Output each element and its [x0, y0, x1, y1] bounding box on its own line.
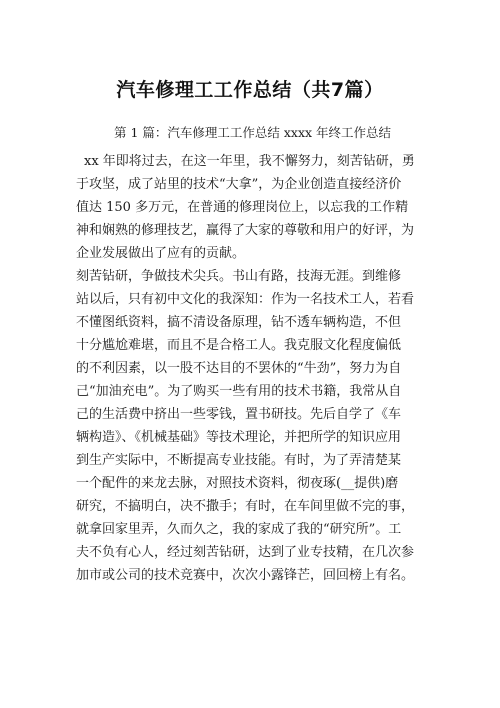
body-line: 站以后，只有初中文化的我深知：作为一名技术工人，若看 [76, 292, 415, 307]
body-line: 一个配件的来龙去脉，对照技术资料，彻夜琢(__提供)磨 [76, 476, 399, 491]
document-title: 汽车修理工工作总结（共7篇） [116, 79, 384, 101]
body-line: 神和娴熟的修理技艺，赢得了大家的尊敬和用户的好评，为 [76, 223, 415, 238]
body-line: 十分尴尬难堪，而且不是合格工人。我克服文化程度偏低 [76, 338, 402, 353]
body-line: 辆构造》、《机械基础》等技术理论，并把所学的知识应用 [76, 430, 402, 445]
body-line: 刻苦钻研，争做技术尖兵。书山有路，技海无涯。到维修 [76, 269, 402, 284]
body-line: 的不利因素，以一股不达目的不罢休的“牛劲”，努力为自 [76, 361, 402, 376]
body-line: 夫不负有心人，经过刻苦钻研，达到了业专技精，在几次参 [76, 545, 415, 560]
body-line: 到生产实际中，不断提高专业技能。有时，为了弄清楚某 [76, 453, 402, 468]
body-line: 研究，不搞明白，决不撒手；有时，在车间里做不完的事， [76, 499, 415, 514]
body-line: 企业发展做出了应有的贡献。 [76, 246, 246, 261]
body-line: 加市或公司的技术竞赛中，次次小露锋芒，回回榜上有名。 [76, 568, 415, 583]
body-line: 就拿回家里弄，久而久之，我的家成了我的“研究所”。工 [76, 522, 402, 537]
body-line: 于攻坚，成了站里的技术“大拿”，为企业创造直接经济价 [76, 177, 402, 192]
body-line: 己的生活费中挤出一些零钱，置书研技。先后自学了《车 [76, 407, 402, 422]
body-line: 不懂图纸资料，搞不清设备原理，钻不透车辆构造，不但 [76, 315, 402, 330]
body-line: 己“加油充电”。为了购买一些有用的技术书籍，我常从自 [76, 384, 402, 399]
body-line: xx 年即将过去，在这一年里，我不懈努力，刻苦钻研，勇 [84, 154, 415, 169]
document-subtitle: 第 1 篇：汽车修理工工作总结 xxxx 年终工作总结 [114, 125, 392, 140]
body-line: 值达 150 多万元，在普通的修理岗位上，以忘我的工作精 [76, 200, 409, 215]
